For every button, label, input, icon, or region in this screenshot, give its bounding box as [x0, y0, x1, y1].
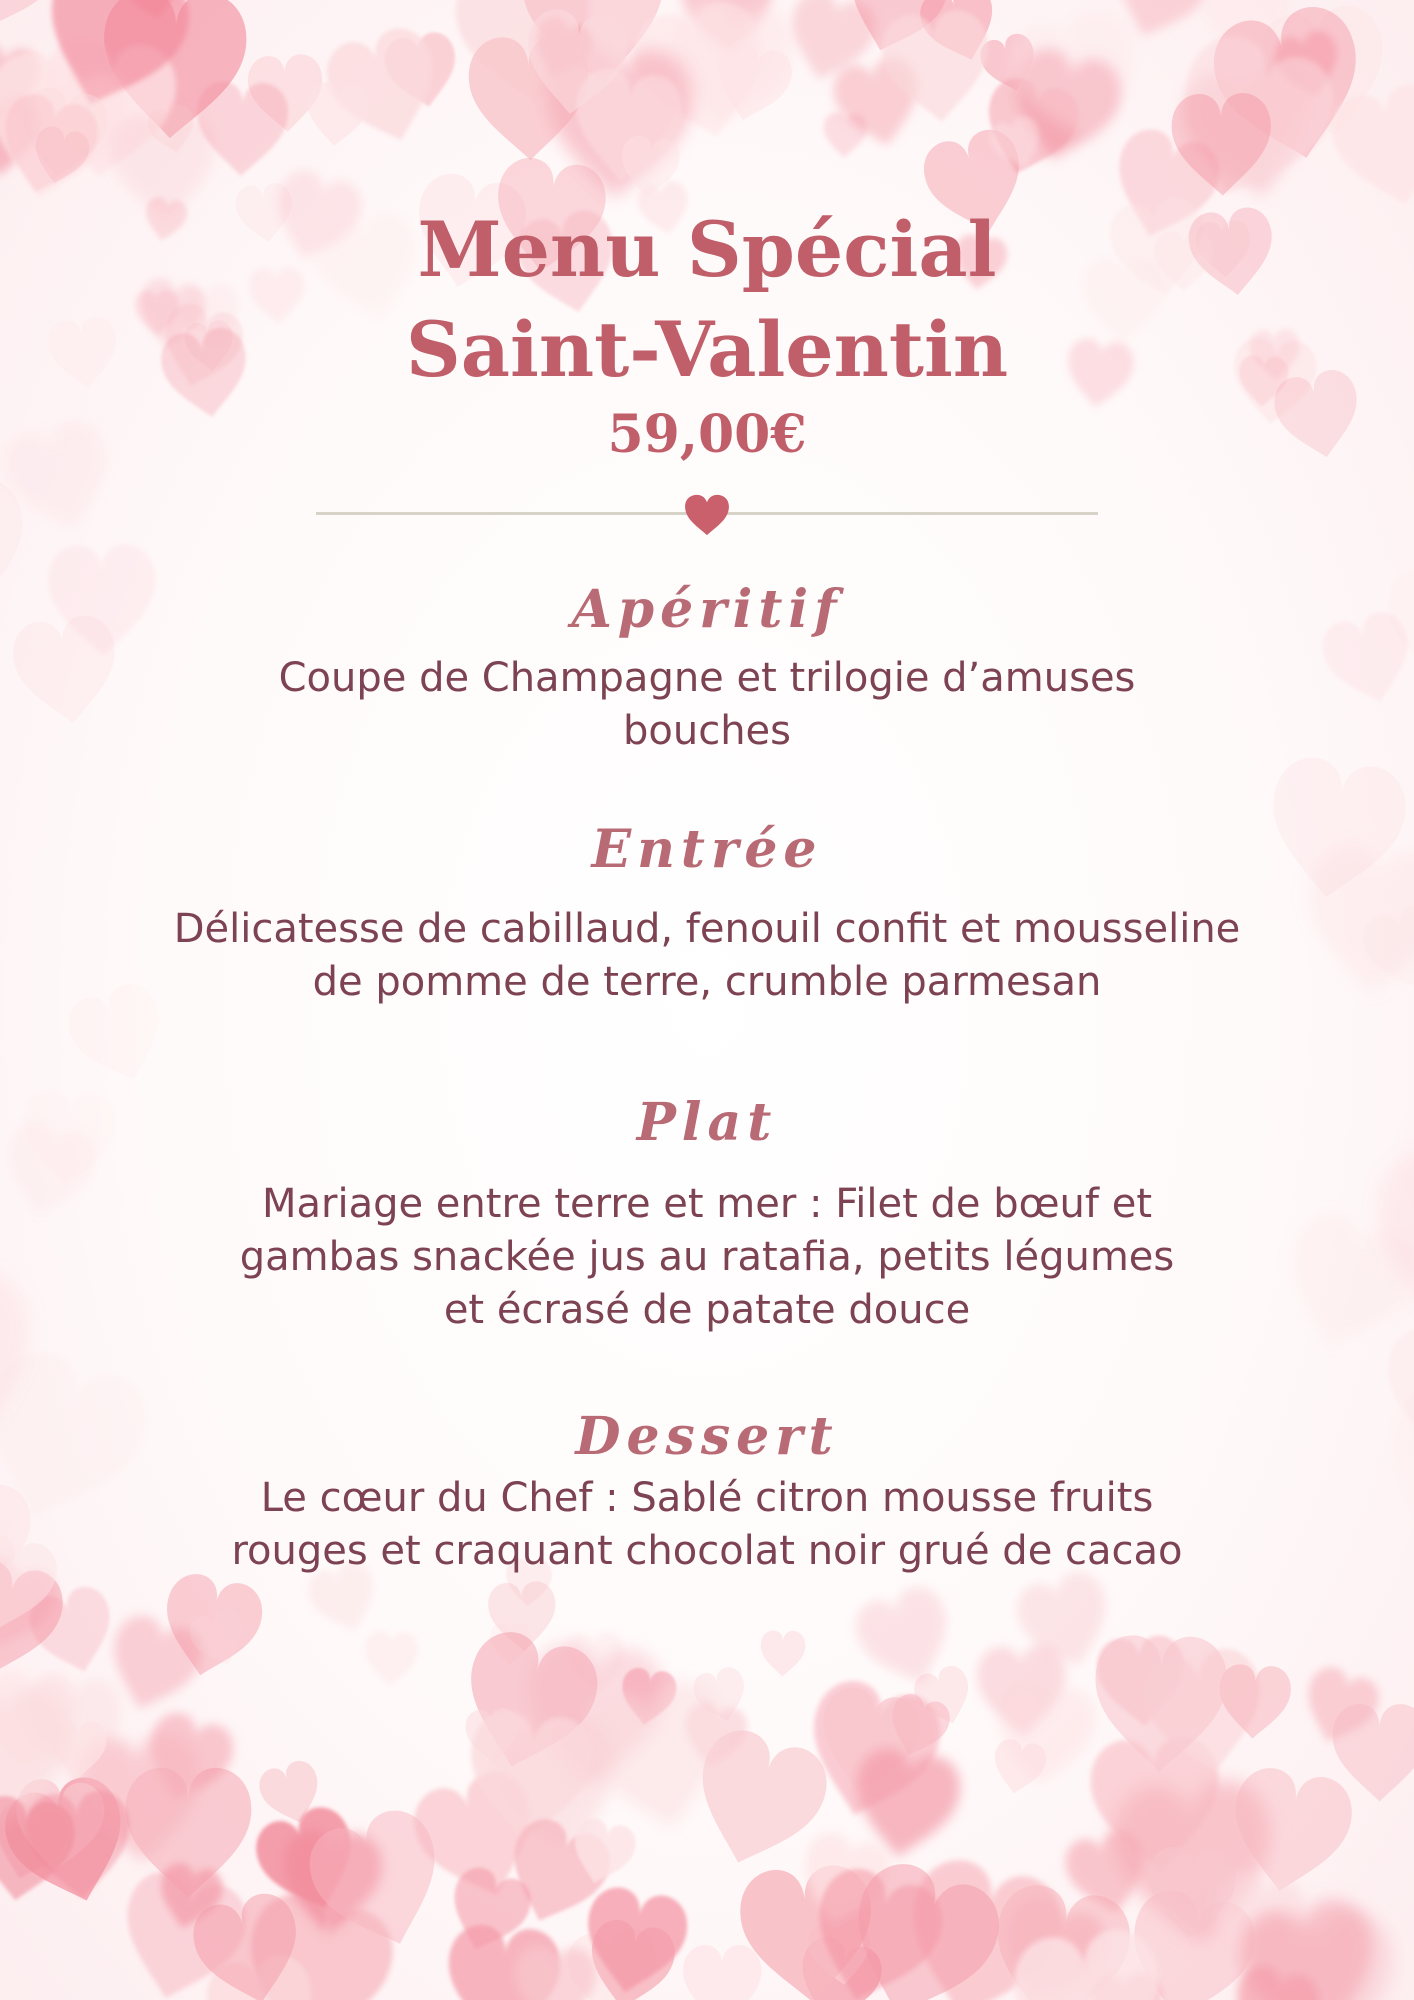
- heart-icon: [684, 494, 730, 536]
- menu-title-line2: Saint-Valentin: [405, 305, 1009, 394]
- section-description-dessert: Le cœur du Chef : Sablé citron mousse fruits rouges et craquant chocolat noir grué de cacao: [231, 1475, 1183, 1574]
- section-description-plat: Mariage entre terre et mer : Filet de bœuf et gambas snackée jus au ratafia, petits légumes et écrasé de patate douce: [239, 1181, 1175, 1333]
- section-title-dessert: Dessert: [575, 1406, 839, 1467]
- section-title-aperitif: Apéritif: [571, 579, 843, 640]
- section-description-entree: Délicatesse de cabillaud, fenouil confit et mousseline de pomme de terre, crumble parmesan: [173, 906, 1241, 1005]
- section-title-entree: Entrée: [591, 819, 823, 880]
- menu-price: 59,00€: [607, 404, 807, 465]
- menu-title-line1: Menu Spécial: [417, 205, 997, 294]
- section-title-plat: Plat: [636, 1092, 778, 1153]
- section-description-aperitif: Coupe de Champagne et trilogie d’amuses bouches: [278, 655, 1136, 754]
